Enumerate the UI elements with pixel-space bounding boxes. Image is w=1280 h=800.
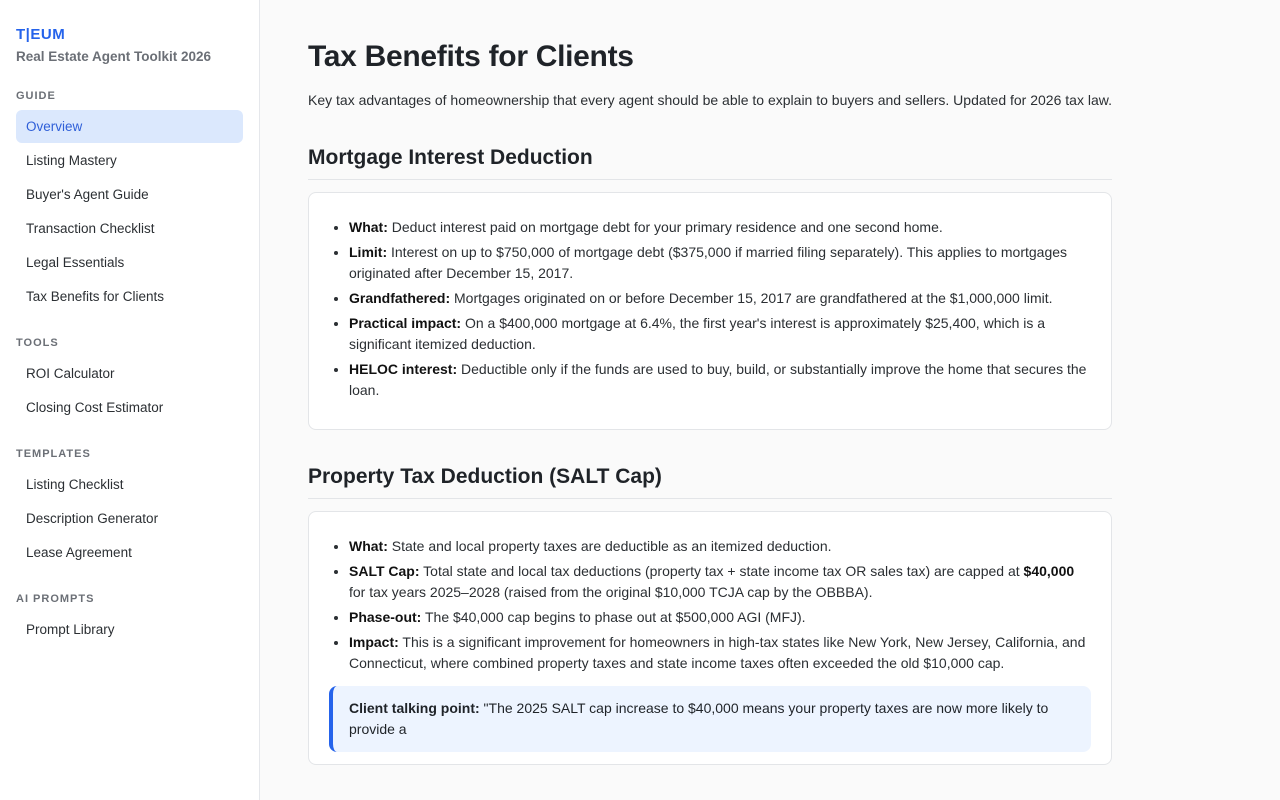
bullet-label: Limit: <box>349 244 388 260</box>
list-item <box>349 359 1091 401</box>
bullet-label: Impact: <box>349 634 399 650</box>
nav-section-title: TEMPLATES <box>16 448 91 460</box>
callout-label: Client talking point: <box>349 700 480 716</box>
section-card <box>308 192 1112 430</box>
bullet-text: On a $400,000 mortgage at 6.4%, the first year's interest is approximately $25,400, which is a significant itemized deduction. <box>349 315 1046 352</box>
logo[interactable]: T|EUM <box>16 26 66 43</box>
bullet-text: State and local property taxes are deductible as an itemized deduction. <box>387 538 832 554</box>
bullet-text: Total state and local tax deductions (property tax + state income tax OR sales tax) are capped at <box>419 563 1024 579</box>
page-intro: Key tax advantages of homeownership that every agent should be able to explain to buyers and sellers. Updated for 2026 tax law. <box>308 92 1112 108</box>
bullet-text: This is a significant improvement for homeowners in high-tax states like New York, New Jersey, California, and Connecticut, where combined property taxes and state income taxes often exceeded the old $10,000 cap. <box>349 634 1086 671</box>
bullet-text: Deductible only if the funds are used to buy, build, or substantially improve the home that secures the loan. <box>349 361 1087 398</box>
sidebar-item-transaction-checklist[interactable]: Transaction Checklist <box>26 221 155 236</box>
bullet-label: HELOC interest: <box>349 361 458 377</box>
list-item <box>349 632 1091 674</box>
list-item <box>349 242 1091 284</box>
sidebar-item-prompt-library[interactable]: Prompt Library <box>26 622 115 637</box>
list-item <box>349 288 1091 309</box>
bullet-list <box>349 536 1091 674</box>
bullet-label: Phase-out: <box>349 609 422 625</box>
list-item <box>349 217 1091 238</box>
sidebar-item-roi-calculator[interactable]: ROI Calculator <box>26 366 115 381</box>
sidebar-item-tax-benefits-for-clients[interactable]: Tax Benefits for Clients <box>26 289 165 304</box>
section-heading: Property Tax Deduction (SALT Cap) <box>308 464 1112 499</box>
bullet-emphasis: $40,000 <box>1023 563 1075 579</box>
sidebar <box>0 0 260 800</box>
sidebar-item-listing-mastery[interactable]: Listing Mastery <box>26 153 117 168</box>
section-card <box>308 511 1112 765</box>
sidebar-item-listing-checklist[interactable]: Listing Checklist <box>26 477 124 492</box>
list-item <box>349 536 1091 557</box>
bullet-text: Interest on up to $750,000 of mortgage debt ($375,000 if married filing separately). This applies to mortgages originated after December 15, 2017. <box>349 244 1068 281</box>
bullet-text: for tax years 2025–2028 (raised from the original $10,000 TCJA cap by the OBBBA). <box>349 584 873 600</box>
section-heading: Mortgage Interest Deduction <box>308 145 1112 180</box>
sidebar-nav <box>16 90 243 646</box>
bullet-label: What: <box>349 219 388 235</box>
sidebar-item-overview[interactable]: Overview <box>16 110 243 143</box>
callout-text: "The 2025 SALT cap increase to $40,000 means your property taxes are now more likely to provide a <box>349 700 1049 737</box>
sidebar-item-closing-cost-estimator[interactable]: Closing Cost Estimator <box>26 400 164 415</box>
client-talking-point-callout <box>329 686 1091 752</box>
list-item <box>349 607 1091 628</box>
nav-section-title: GUIDE <box>16 90 56 102</box>
app-subtitle: Real Estate Agent Toolkit 2026 <box>16 49 212 64</box>
bullet-text: The $40,000 cap begins to phase out at $500,000 AGI (MFJ). <box>421 609 806 625</box>
nav-section-title: TOOLS <box>16 337 59 349</box>
main-content <box>260 0 1280 765</box>
bullet-label: What: <box>349 538 388 554</box>
sections <box>308 145 1112 765</box>
nav-section-title: AI PROMPTS <box>16 593 95 605</box>
bullet-label: SALT Cap: <box>349 563 420 579</box>
sidebar-item-buyer-s-agent-guide[interactable]: Buyer's Agent Guide <box>26 187 149 202</box>
sidebar-item-legal-essentials[interactable]: Legal Essentials <box>26 255 125 270</box>
bullet-text: Deduct interest paid on mortgage debt for your primary residence and one second home. <box>387 219 943 235</box>
bullet-label: Grandfathered: <box>349 290 451 306</box>
sidebar-item-lease-agreement[interactable]: Lease Agreement <box>26 545 132 560</box>
page-title: Tax Benefits for Clients <box>308 40 634 73</box>
bullet-text: Mortgages originated on or before December 15, 2017 are grandfathered at the $1,000,000 limit. <box>450 290 1053 306</box>
content-column <box>308 40 1112 765</box>
list-item <box>349 313 1091 355</box>
list-item <box>349 561 1091 603</box>
sidebar-item-description-generator[interactable]: Description Generator <box>26 511 159 526</box>
bullet-list <box>349 217 1091 401</box>
bullet-label: Practical impact: <box>349 315 462 331</box>
